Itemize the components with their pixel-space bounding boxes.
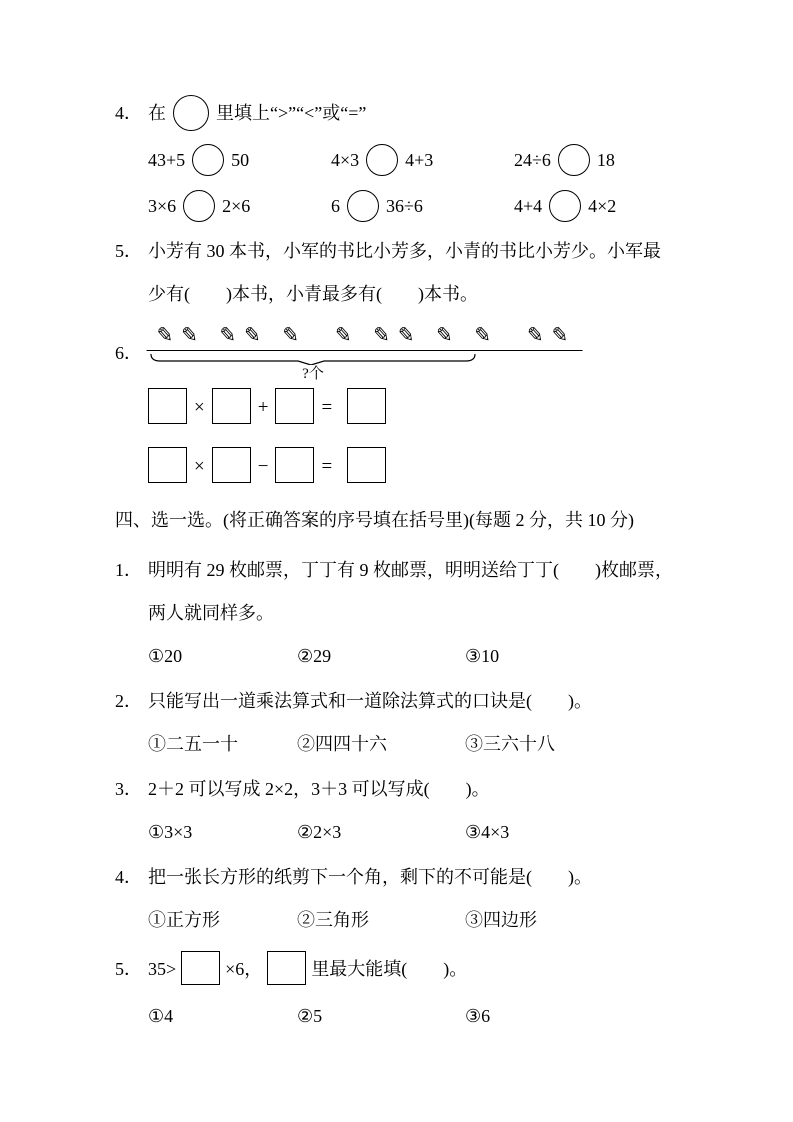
compare-circle bbox=[192, 144, 224, 176]
compare-right: 36÷6 bbox=[386, 196, 423, 216]
compare-right: 18 bbox=[596, 150, 615, 170]
s4-q1-line-1 bbox=[115, 555, 688, 585]
compare-circle bbox=[173, 95, 209, 131]
s4-q4-options bbox=[115, 905, 688, 935]
option-2: ②5 bbox=[297, 1006, 323, 1026]
question-text: 把一张长方形的纸剪下一个角，剩下的不可能是( )。 bbox=[148, 867, 592, 887]
question-number: 1． bbox=[115, 560, 142, 580]
answer-box bbox=[181, 951, 220, 985]
q6-equation-1 bbox=[115, 387, 688, 428]
compare-circle bbox=[549, 190, 581, 222]
option-3: ③四边形 bbox=[465, 910, 537, 930]
option-3: ③4×3 bbox=[465, 822, 510, 842]
compare-circle bbox=[558, 144, 590, 176]
compare-item bbox=[148, 144, 331, 176]
answer-box bbox=[148, 388, 187, 424]
s4-q2-line-1 bbox=[115, 686, 688, 716]
answer-box bbox=[275, 388, 314, 424]
option-2: ②2×3 bbox=[297, 822, 342, 842]
equals-sign: = bbox=[321, 456, 333, 477]
question-number: 2． bbox=[115, 691, 142, 711]
option-3: ③三六十八 bbox=[465, 734, 555, 754]
compare-left: 6 bbox=[331, 196, 340, 216]
question-6-figure bbox=[115, 322, 688, 383]
compare-circle bbox=[347, 190, 379, 222]
compare-item bbox=[331, 144, 514, 176]
q4-row-1 bbox=[115, 144, 688, 176]
question-5-line-2 bbox=[115, 279, 688, 309]
compare-right: 4×2 bbox=[588, 196, 617, 216]
question-number: 6． bbox=[115, 343, 142, 363]
compare-right: 50 bbox=[231, 150, 250, 170]
compare-left: 24÷6 bbox=[514, 150, 551, 170]
minus-sign: − bbox=[257, 456, 269, 477]
answer-box bbox=[347, 388, 386, 424]
compare-item bbox=[514, 144, 688, 176]
compare-right: 4+3 bbox=[405, 150, 434, 170]
compare-right: 2×6 bbox=[222, 196, 251, 216]
q4-row-2 bbox=[115, 190, 688, 222]
option-1: ①二五一十 bbox=[148, 734, 238, 754]
answer-box bbox=[347, 447, 386, 483]
answer-box bbox=[148, 447, 187, 483]
s4-q5-line-1 bbox=[115, 950, 688, 988]
s4-q3-line-1 bbox=[115, 774, 688, 804]
question-number: 4． bbox=[115, 867, 142, 887]
question-text: ×6， bbox=[225, 959, 263, 979]
s4-q1-options bbox=[115, 641, 688, 671]
question-text: 2＋2 可以写成 2×2，3＋3 可以写成( )。 bbox=[148, 779, 490, 799]
answer-box bbox=[212, 447, 251, 483]
question-number: 3． bbox=[115, 779, 142, 799]
s4-q3-options bbox=[115, 817, 688, 847]
option-2: ②29 bbox=[297, 646, 332, 666]
question-text: 只能写出一道乘法算式和一道除法算式的口诀是( )。 bbox=[148, 691, 592, 711]
compare-item bbox=[148, 190, 331, 222]
q6-equation-2 bbox=[115, 446, 688, 487]
question-text: 里最大能填( )。 bbox=[311, 959, 468, 979]
s4-q1-line-2 bbox=[115, 598, 688, 628]
underbrace-icon bbox=[148, 352, 478, 365]
multiply-sign: × bbox=[194, 397, 205, 418]
s4-q5-options bbox=[115, 1001, 688, 1031]
option-2: ②四四十六 bbox=[297, 734, 387, 754]
question-number: 5． bbox=[115, 241, 142, 261]
plus-sign: + bbox=[257, 397, 269, 418]
question-text: 35> bbox=[148, 959, 177, 979]
compare-circle bbox=[366, 144, 398, 176]
compare-item bbox=[514, 190, 688, 222]
question-4-prompt bbox=[115, 95, 688, 131]
answer-box bbox=[212, 388, 251, 424]
question-number: 4． bbox=[115, 103, 142, 123]
compare-left: 4×3 bbox=[331, 150, 360, 170]
compare-left: 4+4 bbox=[514, 196, 543, 216]
option-1: ①正方形 bbox=[148, 910, 220, 930]
option-3: ③6 bbox=[465, 1006, 491, 1026]
section-4-heading: 四、选一选。(将正确答案的序号填在括号里)(每题 2 分，共 10 分) bbox=[115, 510, 634, 530]
compare-item bbox=[331, 190, 514, 222]
compare-left: 3×6 bbox=[148, 196, 177, 216]
answer-box bbox=[267, 951, 306, 985]
q4-prompt-pre: 在 bbox=[148, 103, 166, 123]
answer-box bbox=[275, 447, 314, 483]
pencil-figure bbox=[148, 322, 584, 383]
q5-text: 少有( )本书，小青最多有( )本书。 bbox=[148, 284, 478, 304]
s4-q2-options bbox=[115, 729, 688, 759]
question-5-line-1 bbox=[115, 236, 688, 266]
option-3: ③10 bbox=[465, 646, 500, 666]
option-1: ①4 bbox=[148, 1006, 174, 1026]
option-1: ①20 bbox=[148, 646, 183, 666]
compare-left: 43+5 bbox=[148, 150, 186, 170]
equals-sign: = bbox=[321, 397, 333, 418]
q4-prompt-post: 里填上“>”“<”或“=” bbox=[216, 103, 367, 123]
multiply-sign: × bbox=[194, 456, 205, 477]
pencil-icons: ✎✎ ✎✎ ✎ ✎ ✎✎ ✎ ✎ ✎✎ bbox=[146, 322, 585, 351]
compare-circle bbox=[183, 190, 215, 222]
question-number: 5． bbox=[115, 959, 142, 979]
question-text: 明明有 29 枚邮票，丁丁有 9 枚邮票，明明送给丁丁( )枚邮票， bbox=[148, 560, 673, 580]
q5-text: 小芳有 30 本书，小军的书比小芳多，小青的书比小芳少。小军最 bbox=[148, 241, 661, 261]
question-text: 两人就同样多。 bbox=[148, 603, 274, 623]
option-1: ①3×3 bbox=[148, 822, 193, 842]
brace-label: ?个 bbox=[302, 366, 324, 382]
option-2: ②三角形 bbox=[297, 910, 369, 930]
s4-q4-line-1 bbox=[115, 862, 688, 892]
